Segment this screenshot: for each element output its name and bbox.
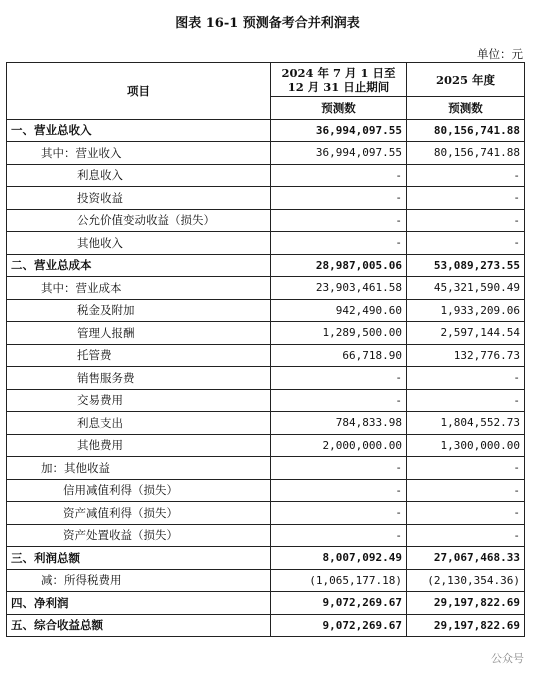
row-value-period: - <box>271 232 407 255</box>
header-col2: 2025 年度 <box>407 63 525 97</box>
row-label: 其中：营业收入 <box>7 142 271 165</box>
row-value-period: 66,718.90 <box>271 344 407 367</box>
table-row <box>7 547 525 570</box>
unit-label: 单位：元 <box>477 47 523 61</box>
row-value-period: 1,289,500.00 <box>271 322 407 345</box>
table-row <box>7 299 525 322</box>
row-value-period: 36,994,097.55 <box>271 142 407 165</box>
row-label: 加：其他收益 <box>7 457 271 480</box>
row-label: 一、营业总收入 <box>7 119 271 142</box>
table-row <box>7 187 525 210</box>
row-label: 其他费用 <box>7 434 271 457</box>
row-value-year: 45,321,590.49 <box>407 277 525 300</box>
row-label: 公允价值变动收益（损失） <box>7 209 271 232</box>
table-row <box>7 119 525 142</box>
row-value-year: 1,300,000.00 <box>407 434 525 457</box>
income-statement-table <box>6 62 525 637</box>
row-label: 销售服务费 <box>7 367 271 390</box>
row-value-period: 9,072,269.67 <box>271 592 407 615</box>
row-value-period: - <box>271 502 407 525</box>
row-label: 投资收益 <box>7 187 271 210</box>
row-value-year: - <box>407 502 525 525</box>
row-value-year: - <box>407 479 525 502</box>
row-value-period: 36,994,097.55 <box>271 119 407 142</box>
row-label: 其中：营业成本 <box>7 277 271 300</box>
row-value-year: 1,804,552.73 <box>407 412 525 435</box>
row-value-period: 9,072,269.67 <box>271 614 407 637</box>
table-row <box>7 254 525 277</box>
row-value-year: 53,089,273.55 <box>407 254 525 277</box>
row-value-year: 80,156,741.88 <box>407 119 525 142</box>
row-value-period: - <box>271 367 407 390</box>
table-row <box>7 524 525 547</box>
row-label: 资产处置收益（损失） <box>7 524 271 547</box>
row-label: 三、利润总额 <box>7 547 271 570</box>
row-value-year: 1,933,209.06 <box>407 299 525 322</box>
row-value-period: (1,065,177.18) <box>271 569 407 592</box>
row-value-year: 29,197,822.69 <box>407 614 525 637</box>
table-row <box>7 164 525 187</box>
row-label: 利息支出 <box>7 412 271 435</box>
row-label: 托管费 <box>7 344 271 367</box>
row-value-period: - <box>271 479 407 502</box>
row-label: 信用减值利得（损失） <box>7 479 271 502</box>
row-value-year: - <box>407 389 525 412</box>
table-row <box>7 434 525 457</box>
table-row <box>7 592 525 615</box>
header-sub1: 预测数 <box>271 97 407 120</box>
row-value-year: 2,597,144.54 <box>407 322 525 345</box>
row-value-year: - <box>407 232 525 255</box>
table-row <box>7 232 525 255</box>
row-label: 交易费用 <box>7 389 271 412</box>
row-label: 其他收入 <box>7 232 271 255</box>
row-value-year: 29,197,822.69 <box>407 592 525 615</box>
watermark: 公众号 <box>488 649 527 667</box>
page-title: 图表 16-1 预测备考合并利润表 <box>175 16 360 31</box>
table-row <box>7 209 525 232</box>
table-row <box>7 322 525 345</box>
row-value-year: - <box>407 457 525 480</box>
table-row <box>7 142 525 165</box>
row-label: 资产减值利得（损失） <box>7 502 271 525</box>
row-value-year: - <box>407 367 525 390</box>
row-value-period: - <box>271 209 407 232</box>
table-row <box>7 614 525 637</box>
row-value-year: - <box>407 209 525 232</box>
header-sub2: 预测数 <box>407 97 525 120</box>
row-value-period: - <box>271 457 407 480</box>
row-value-year: 132,776.73 <box>407 344 525 367</box>
row-value-period: 23,903,461.58 <box>271 277 407 300</box>
row-label: 二、营业总成本 <box>7 254 271 277</box>
table-row <box>7 569 525 592</box>
table-row <box>7 412 525 435</box>
row-label: 税金及附加 <box>7 299 271 322</box>
table-row <box>7 389 525 412</box>
row-value-year: - <box>407 524 525 547</box>
header-item: 项目 <box>7 63 271 120</box>
row-value-period: 784,833.98 <box>271 412 407 435</box>
table-row <box>7 479 525 502</box>
table-row <box>7 344 525 367</box>
row-label: 四、净利润 <box>7 592 271 615</box>
row-value-period: - <box>271 524 407 547</box>
row-value-year: 80,156,741.88 <box>407 142 525 165</box>
table-row <box>7 457 525 480</box>
row-value-period: 28,987,005.06 <box>271 254 407 277</box>
row-value-period: 942,490.60 <box>271 299 407 322</box>
row-value-year: - <box>407 164 525 187</box>
row-value-period: - <box>271 164 407 187</box>
row-value-year: (2,130,354.36) <box>407 569 525 592</box>
row-label: 五、综合收益总额 <box>7 614 271 637</box>
table-row <box>7 502 525 525</box>
row-label: 减：所得税费用 <box>7 569 271 592</box>
row-value-period: - <box>271 187 407 210</box>
header-col1: 2024 年 7 月 1 日至 12 月 31 日止期间 <box>271 63 407 97</box>
row-label: 管理人报酬 <box>7 322 271 345</box>
row-label: 利息收入 <box>7 164 271 187</box>
row-value-period: 2,000,000.00 <box>271 434 407 457</box>
table-row <box>7 367 525 390</box>
row-value-year: - <box>407 187 525 210</box>
row-value-period: 8,007,092.49 <box>271 547 407 570</box>
table-row <box>7 277 525 300</box>
row-value-year: 27,067,468.33 <box>407 547 525 570</box>
row-value-period: - <box>271 389 407 412</box>
